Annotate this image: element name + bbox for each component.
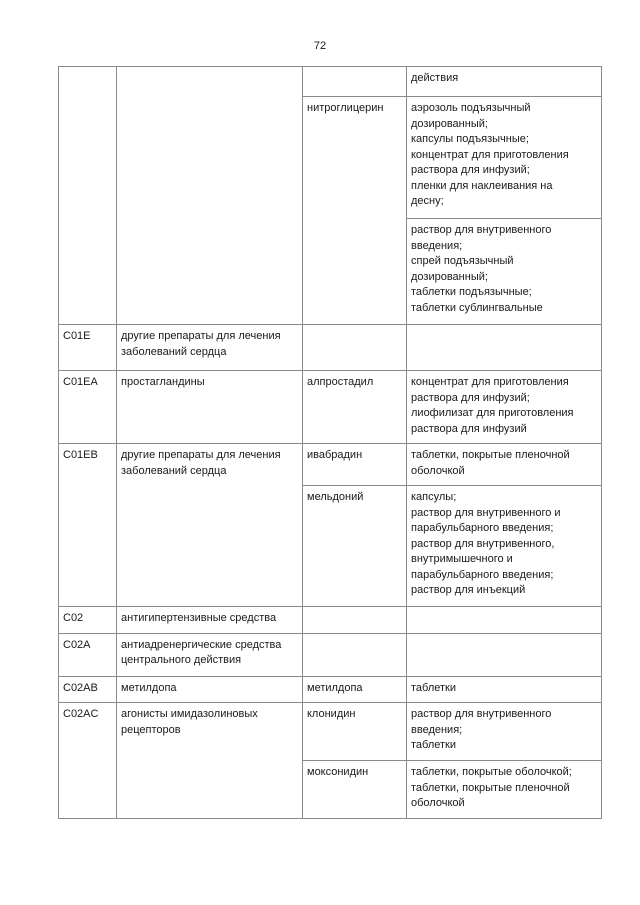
table-row	[59, 325, 602, 371]
dosage-form-line: аэрозоль подъязычный	[411, 102, 531, 114]
group-name-line: агонисты имидазолиновых	[121, 708, 258, 720]
drug-name: ивабрадин	[307, 449, 363, 461]
dosage-form-line: таблетки, покрытые пленочной	[411, 781, 570, 794]
table-row	[59, 676, 602, 703]
dosage-form-line: внутримышечного и	[411, 553, 513, 565]
dosage-form-line: десну;	[411, 195, 444, 207]
atc-code: C01E	[63, 330, 91, 342]
dosage-form-line: дозированный;	[411, 117, 488, 130]
dosage-form-line: раствор для инъекций	[411, 584, 526, 596]
dosage-form-line: таблетки	[411, 739, 457, 751]
drug-name-cell	[303, 371, 407, 444]
dosage-form-line: раствора для инфузий;	[411, 391, 530, 404]
table-row	[59, 444, 602, 486]
drug-name-cell	[303, 761, 407, 819]
drug-name: нитроглицерин	[307, 102, 384, 114]
drug-name-cell	[303, 607, 407, 634]
atc-code-cell	[59, 633, 117, 676]
dosage-form-cell	[407, 761, 602, 819]
table-row	[59, 703, 602, 761]
dosage-form-cell	[407, 486, 602, 607]
group-name-cell	[117, 371, 303, 444]
dosage-form-line: раствор для внутривенного и	[411, 506, 561, 519]
dosage-form-cell	[407, 607, 602, 634]
dosage-form-line: введения;	[411, 239, 463, 252]
table-row	[59, 607, 602, 634]
group-name-line: центрального действия	[121, 654, 242, 666]
group-name-cell	[117, 633, 303, 676]
dosage-form-cell	[407, 97, 602, 219]
page-number: 72	[313, 40, 327, 52]
dosage-form-line: пленки для наклеивания на	[411, 179, 553, 192]
drug-name-cell	[303, 486, 407, 607]
dosage-form-line: таблетки, покрытые пленочной	[411, 449, 570, 461]
drug-name-cell	[303, 97, 407, 325]
dosage-form-line: капсулы подъязычные;	[411, 133, 529, 145]
drug-table	[58, 66, 602, 819]
drug-name-cell	[303, 444, 407, 486]
atc-code: C02AC	[63, 708, 99, 720]
drug-name-cell	[303, 67, 407, 97]
dosage-form-line: парабульбарного введения;	[411, 568, 554, 581]
atc-code: C02	[63, 612, 84, 624]
group-name-cell	[117, 67, 303, 325]
group-name-line: другие препараты для лечения	[121, 330, 281, 342]
group-name-cell	[117, 444, 303, 607]
group-name-cell	[117, 703, 303, 819]
group-name-line: другие препараты для лечения	[121, 449, 281, 461]
dosage-form-line: парабульбарного введения;	[411, 522, 554, 534]
dosage-form-line: раствора для инфузий;	[411, 164, 530, 176]
dosage-form-cell	[407, 703, 602, 761]
dosage-form-line: таблетки	[411, 681, 457, 694]
group-name-line: заболеваний сердца	[121, 464, 227, 477]
dosage-form-cell	[407, 444, 602, 486]
dosage-form-line: дозированный;	[411, 270, 488, 283]
group-name-line: простагландины	[121, 376, 205, 388]
group-name-cell	[117, 676, 303, 703]
group-name-line: заболеваний сердца	[121, 345, 227, 358]
drug-name-cell	[303, 325, 407, 371]
drug-name-cell	[303, 633, 407, 676]
atc-code-cell	[59, 444, 117, 607]
table-row	[59, 633, 602, 676]
dosage-form-line: раствор для внутривенного	[411, 224, 552, 236]
dosage-form-line: раствор для внутривенного,	[411, 537, 555, 550]
dosage-form-line: концентрат для приготовления	[411, 376, 569, 388]
dosage-form-line: спрей подъязычный	[411, 255, 514, 267]
group-name-line: антигипертензивные средства	[121, 612, 277, 624]
atc-code-cell	[59, 67, 117, 325]
group-name-line: рецепторов	[121, 723, 181, 736]
dosage-form-line: раствор для внутривенного	[411, 708, 552, 720]
atc-code: C02A	[63, 638, 91, 651]
drug-name: алпростадил	[307, 376, 374, 388]
dosage-form-cell	[407, 219, 602, 325]
group-name-line: метилдопа	[121, 681, 177, 694]
group-name-cell	[117, 325, 303, 371]
dosage-form-line: таблетки сублингвальные	[411, 301, 543, 314]
drug-name: клонидин	[307, 708, 356, 720]
dosage-form-line: раствора для инфузий	[411, 422, 527, 435]
atc-code-cell	[59, 703, 117, 819]
dosage-form-line: оболочкой	[411, 797, 465, 809]
dosage-form-line: введения;	[411, 723, 463, 736]
drug-name-cell	[303, 676, 407, 703]
atc-code-cell	[59, 371, 117, 444]
group-name-cell	[117, 607, 303, 634]
dosage-form-line: оболочкой	[411, 464, 465, 477]
table-row	[59, 67, 602, 97]
dosage-form-cell	[407, 67, 602, 97]
dosage-form-cell	[407, 371, 602, 444]
atc-code: C01EB	[63, 449, 98, 461]
atc-code-cell	[59, 607, 117, 634]
atc-code-cell	[59, 676, 117, 703]
dosage-form-cell	[407, 676, 602, 703]
dosage-form-line: действия	[411, 72, 459, 84]
dosage-form-line: капсулы;	[411, 491, 457, 503]
atc-code-cell	[59, 325, 117, 371]
dosage-form-cell	[407, 325, 602, 371]
group-name-line: антиадренергические средства	[121, 638, 282, 651]
drug-name-cell	[303, 703, 407, 761]
dosage-form-cell	[407, 633, 602, 676]
drug-name: метилдопа	[307, 681, 363, 694]
atc-code: C02AB	[63, 681, 98, 694]
dosage-form-line: концентрат для приготовления	[411, 148, 569, 161]
drug-name: мельдоний	[307, 491, 364, 503]
table-row	[59, 371, 602, 444]
atc-code: C01EA	[63, 376, 98, 388]
dosage-form-line: лиофилизат для приготовления	[411, 407, 574, 419]
dosage-form-line: таблетки подъязычные;	[411, 286, 532, 298]
dosage-form-line: таблетки, покрытые оболочкой;	[411, 766, 572, 778]
drug-name: моксонидин	[307, 766, 369, 778]
